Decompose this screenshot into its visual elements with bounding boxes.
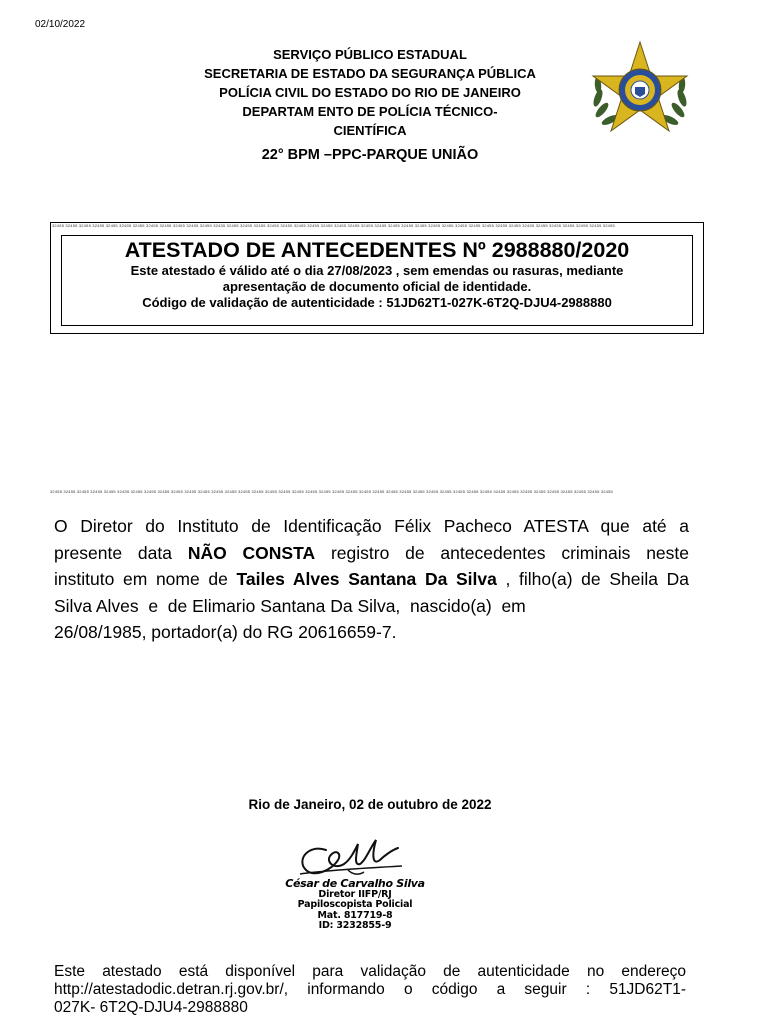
signer-role: Diretor IIFP/RJ: [318, 888, 392, 900]
validation-footer: [54, 963, 686, 1017]
footer-line-3: 027K- 6T2Q-DJU4-2988880: [54, 999, 248, 1016]
signature-image: [288, 830, 408, 882]
validation-code: Código de validação de autenticidade : 51JD62T1-027K-6T2Q-DJU4-2988880: [142, 295, 612, 310]
header-line-2: SECRETARIA DE ESTADO DA SEGURANÇA PÚBLICA: [204, 66, 536, 81]
attestation-line-2-start: presente data: [54, 542, 188, 563]
issuer-header: [150, 45, 590, 140]
certificate-title: ATESTADO DE ANTECEDENTES Nº 2988880/2020: [124, 238, 630, 262]
validity-line-1: Este atestado é válido até o dia 27/08/2023 , sem emendas ou rasuras, mediante: [130, 263, 624, 278]
header-line-4: DEPARTAM ENTO DE POLÍCIA TÉCNICO-: [242, 104, 498, 119]
attestation-line-2: [54, 540, 689, 567]
header-line-3: POLÍCIA CIVIL DO ESTADO DO RIO DE JANEIRO: [219, 85, 521, 100]
footer-line-1: Este atestado está disponível para validação de autenticidade no endereço: [54, 963, 686, 980]
signer-block: [270, 879, 440, 932]
attestation-line-3: [54, 566, 689, 593]
footer-line-2: http://atestadodic.detran.rj.gov.br/, informando o código a seguir : 51JD62T1-: [54, 981, 686, 998]
place-and-date: Rio de Janeiro, 02 de outubro de 2022: [248, 797, 492, 812]
certificate-box: [61, 235, 693, 326]
attestation-line-3-start: instituto em nome de: [54, 569, 237, 589]
attestation-line-5: 26/08/1985, portador(a) do RG 20616659-7.: [54, 622, 397, 642]
security-microtext-top: 32455 32455 32455 32455 32455 32455 32455 32455 32455 32455 32455 32455 32455 32455 32455 32455 32455 32455 32455 32455 32455 32455 32455 32455 32455 32455 32455 32455 32455 32455 32455 32455 32455 32455 32455 32455 32455 32455 32455 32455 32455 32455: [52, 223, 615, 228]
header-line-1: SERVIÇO PÚBLICO ESTADUAL: [273, 47, 467, 62]
validity-line-2: apresentação de documento oficial de identidade.: [222, 279, 532, 294]
security-microtext-middle: 32455 32455 32455 32455 32455 32455 32455 32455 32455 32455 32455 32455 32455 32455 32455 32455 32455 32455 32455 32455 32455 32455 32455 32455 32455 32455 32455 32455 32455 32455 32455 32455 32455 32455 32455 32455 32455 32455 32455 32455 32455 32455: [50, 489, 613, 494]
header-line-5: CIENTÍFICA: [333, 123, 407, 138]
no-record-status: NÃO CONSTA: [187, 542, 316, 563]
print-date: 02/10/2022: [35, 19, 86, 30]
attestation-line-1: O Diretor do Instituto de Identificação Félix Pacheco ATESTA que até a: [54, 516, 689, 536]
issuing-unit: 22° BPM –PPC-PARQUE UNIÃO: [261, 147, 479, 163]
attestation-line-2-end: registro de antecedentes criminais neste: [315, 542, 690, 563]
signer-name: César de Carvalho Silva: [285, 877, 425, 890]
police-star-seal-icon: [588, 40, 692, 136]
holder-name: Tailes Alves Santana Da Silva: [236, 569, 497, 589]
signer-id: ID: 3232855-9: [318, 920, 392, 931]
attestation-line-3-end: , filho(a) de Sheila Da: [496, 569, 689, 589]
attestation-line-4: Silva Alves e de Elimario Santana Da Silva, nascido(a) em: [54, 595, 526, 616]
attestation-text: [54, 513, 689, 646]
signer-registration: Mat. 817719-8: [317, 909, 393, 921]
signer-title: Papiloscopista Policial: [297, 899, 413, 910]
